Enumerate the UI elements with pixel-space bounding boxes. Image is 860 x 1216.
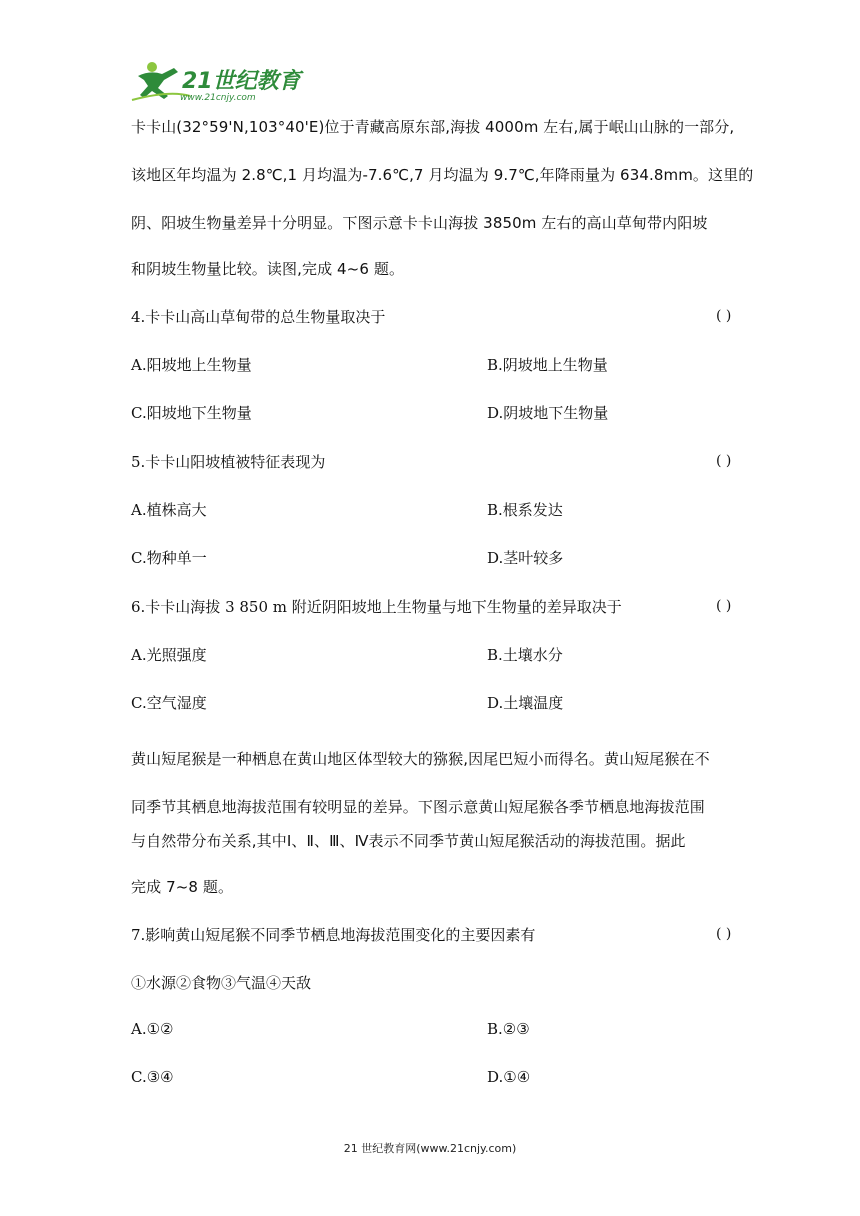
page-footer: 21 世纪教育网(www.21cnjy.com) xyxy=(343,1142,517,1155)
question-6-option-c: C.空气湿度 xyxy=(131,694,207,712)
logo-title: 21世纪教育 xyxy=(182,69,301,94)
question-6-option-a: A.光照强度 xyxy=(131,646,207,664)
question-5-option-a: A.植株高大 xyxy=(131,501,207,519)
passage2-line-4: 完成 7~8 题。 xyxy=(131,878,234,896)
question-4-option-c: C.阳坡地下生物量 xyxy=(131,404,252,422)
question-6-stem: 6.卡卡山海拔 3 850 m 附近阴阳坡地上生物量与地下生物量的差异取决于 xyxy=(131,598,622,616)
site-logo xyxy=(130,56,310,106)
question-5-option-c: C.物种单一 xyxy=(131,549,207,567)
question-7-option-a: A.①② xyxy=(131,1020,174,1038)
passage2-line-2: 同季节其栖息地海拔范围有较明显的差异。下图示意黄山短尾猴各季节栖息地海拔范围 xyxy=(131,798,705,816)
question-5-answer-blank: ( ) xyxy=(716,453,732,469)
question-7-stem: 7.影响黄山短尾猴不同季节栖息地海拔范围变化的主要因素有 xyxy=(131,926,536,944)
passage2-line-1: 黄山短尾猴是一种栖息在黄山地区体型较大的猕猴,因尾巴短小而得名。黄山短尾猴在不 xyxy=(131,750,710,768)
question-6-answer-blank: ( ) xyxy=(716,598,732,614)
logo-url: www.21cnjy.com xyxy=(180,93,256,103)
question-6-option-d: D.土壤温度 xyxy=(487,694,564,712)
question-5-option-d: D.茎叶较多 xyxy=(487,549,564,567)
question-4-stem: 4.卡卡山高山草甸带的总生物量取决于 xyxy=(131,308,386,326)
question-7-option-b: B.②③ xyxy=(487,1020,530,1038)
passage1-line-3: 阴、阳坡生物量差异十分明显。下图示意卡卡山海拔 3850m 左右的高山草甸带内阳坡 xyxy=(131,214,708,232)
question-6-option-b: B.土壤水分 xyxy=(487,646,563,664)
question-7-option-c: C.③④ xyxy=(131,1068,174,1086)
question-5-option-b: B.根系发达 xyxy=(487,501,563,519)
logo-graphic xyxy=(130,56,310,106)
question-7-choices: ①水源②食物③气温④天敌 xyxy=(131,974,312,992)
logo-runner-head-icon xyxy=(147,62,157,72)
passage2-line-3: 与自然带分布关系,其中Ⅰ、Ⅱ、Ⅲ、Ⅳ表示不同季节黄山短尾猴活动的海拔范围。据此 xyxy=(131,832,686,850)
question-5-stem: 5.卡卡山阳坡植被特征表现为 xyxy=(131,453,326,471)
passage1-line-4: 和阴坡生物量比较。读图,完成 4~6 题。 xyxy=(131,260,405,278)
question-4-option-b: B.阴坡地上生物量 xyxy=(487,356,608,374)
question-7-answer-blank: ( ) xyxy=(716,926,732,942)
question-4-option-a: A.阳坡地上生物量 xyxy=(131,356,252,374)
question-4-option-d: D.阴坡地下生物量 xyxy=(487,404,609,422)
question-4-answer-blank: ( ) xyxy=(716,308,732,324)
passage1-line-1: 卡卡山(32°59'N,103°40'E)位于青藏高原东部,海拔 4000m 左右,属于岷山山脉的一部分, xyxy=(131,118,735,136)
passage1-line-2: 该地区年均温为 2.8℃,1 月均温为-7.6℃,7 月均温为 9.7℃,年降雨量为 634.8mm。这里的 xyxy=(131,166,754,184)
question-7-option-d: D.①④ xyxy=(487,1068,531,1086)
